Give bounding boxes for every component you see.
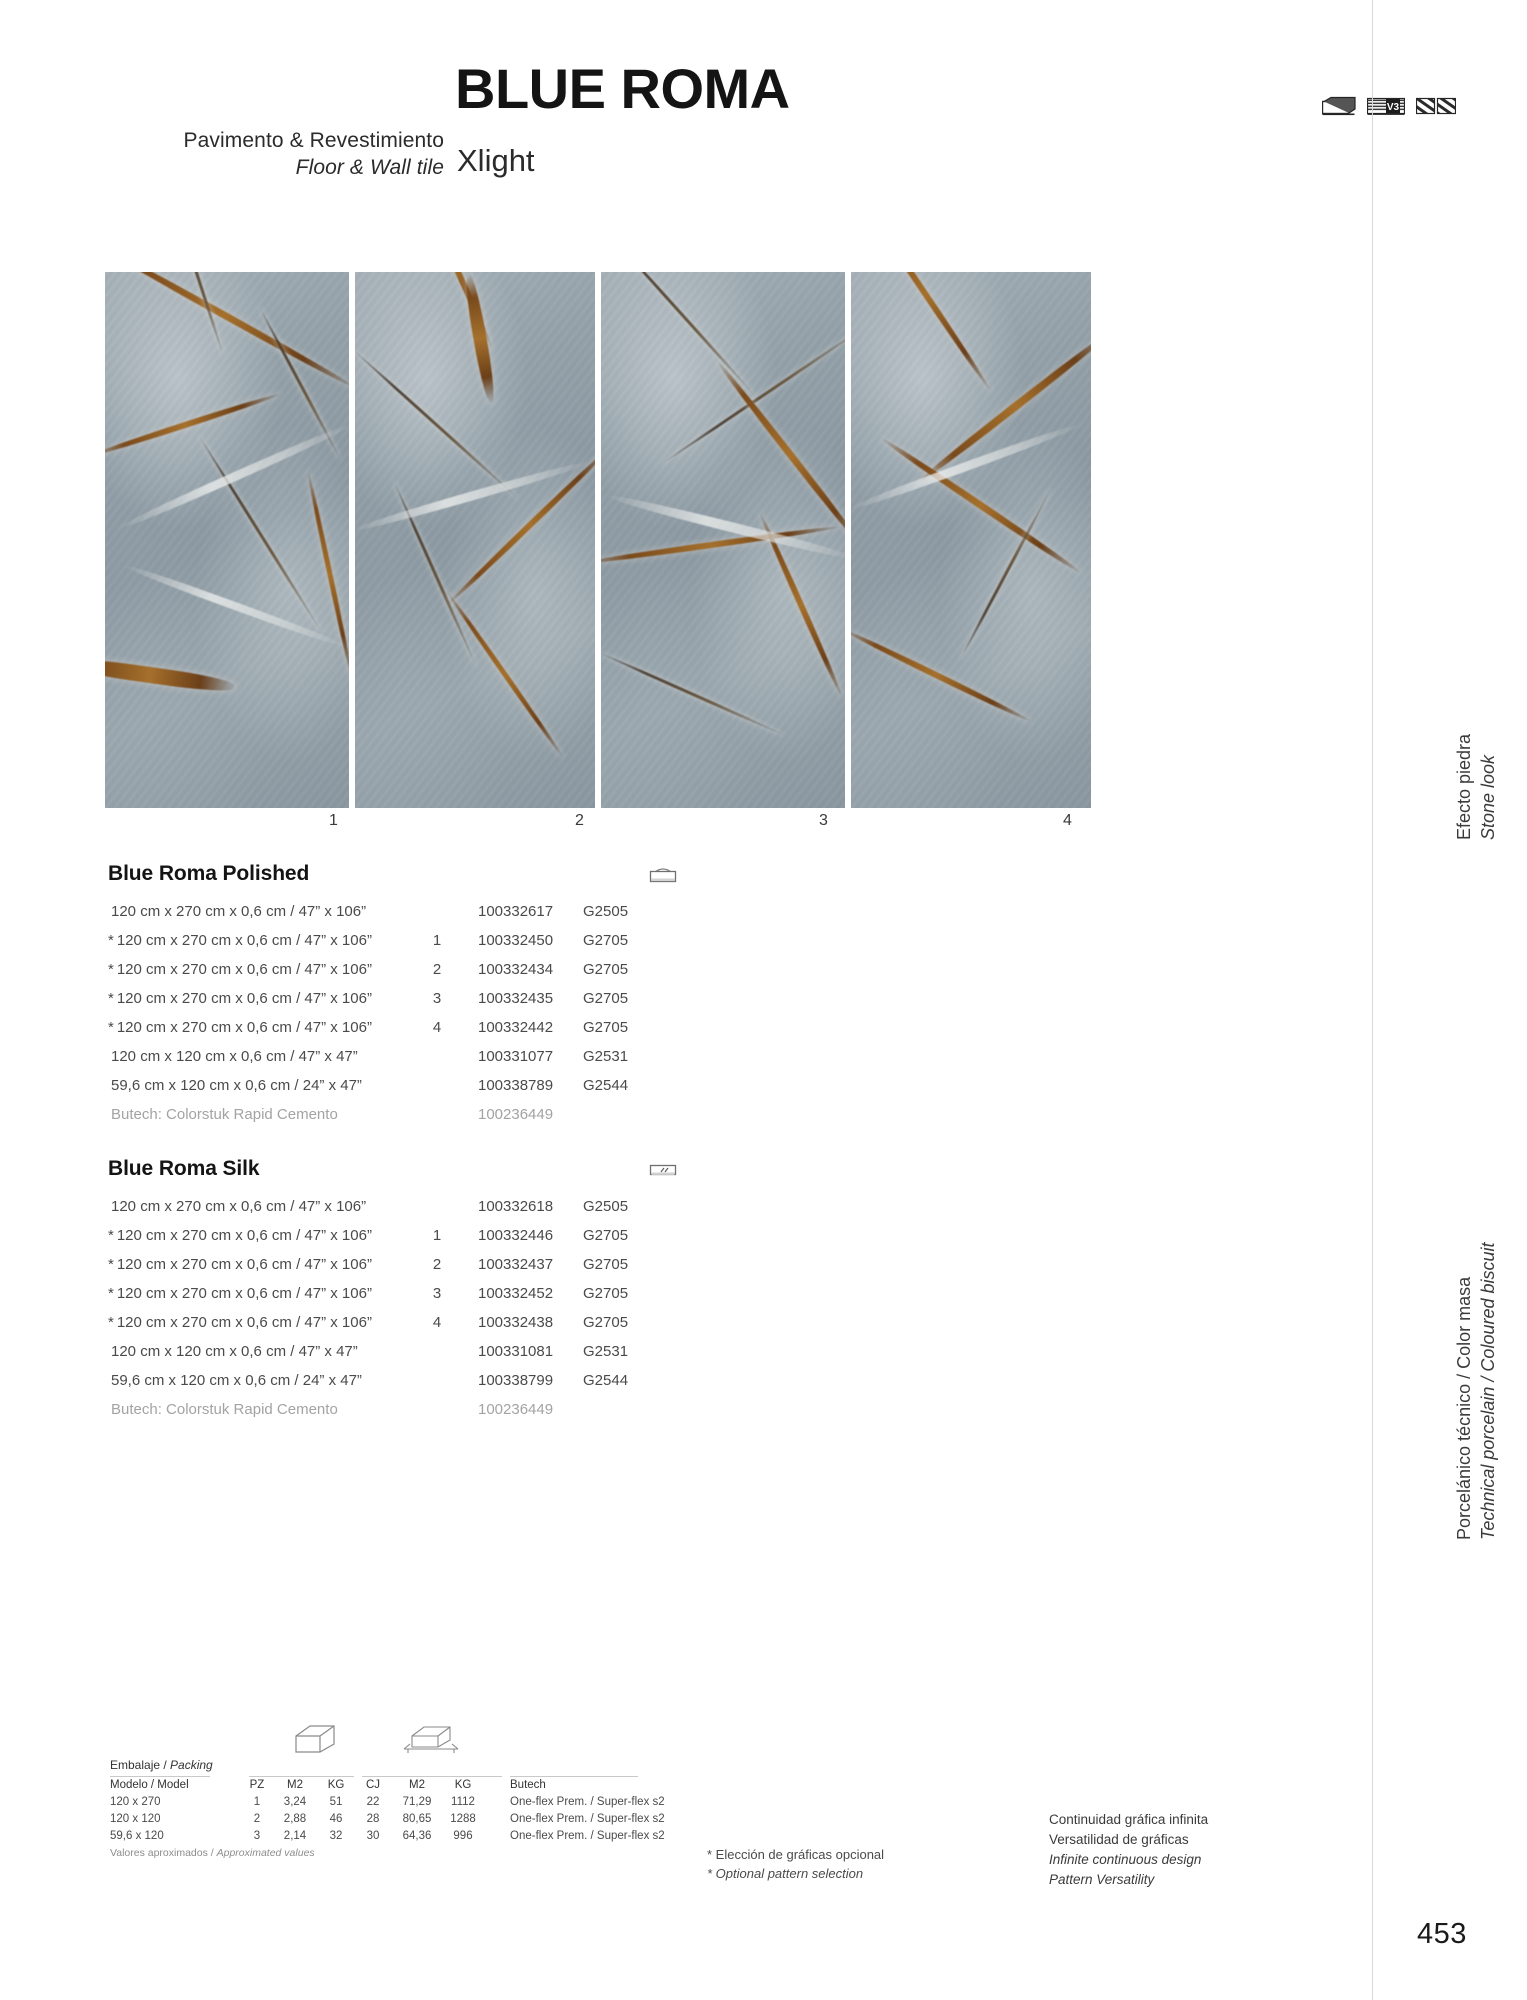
packing-model: 59,6 x 120	[110, 1830, 164, 1842]
col-header-pz: PZ	[249, 1779, 265, 1791]
packing-m2-pallet: 64,36	[402, 1830, 432, 1842]
packing-kg-pallet: 1288	[450, 1813, 476, 1825]
product-rows-silk	[108, 1194, 808, 1426]
table-row[interactable]	[108, 1194, 808, 1223]
table-row-accessory[interactable]	[108, 1397, 808, 1426]
packing-m2-pallet: 71,29	[402, 1796, 432, 1808]
row-code: 100332617	[478, 903, 554, 920]
marble-texture	[851, 272, 1091, 808]
packing-butech: One-flex Prem. / Super-flex s2	[510, 1830, 665, 1842]
row-code: 100236449	[478, 1401, 554, 1418]
footnote-optional-pattern	[707, 1846, 884, 1884]
tile-image-4[interactable]	[851, 272, 1091, 808]
packing-kg: 51	[329, 1796, 343, 1808]
row-reference: G2705	[583, 1256, 629, 1273]
row-reference: G2531	[583, 1048, 629, 1065]
gallery-caption-3: 3	[819, 812, 828, 829]
row-reference: G2705	[583, 990, 629, 1007]
packing-cj: 30	[366, 1830, 380, 1842]
tile-image-2[interactable]	[355, 272, 595, 808]
product-header-polished	[108, 862, 808, 896]
pallet-icon	[402, 1720, 462, 1759]
packing-pz: 1	[253, 1796, 261, 1808]
packing-cj: 28	[366, 1813, 380, 1825]
row-code: 100332438	[478, 1314, 554, 1331]
col-header-cj: CJ	[365, 1779, 381, 1791]
shade-variation-label: V3	[1386, 102, 1400, 113]
table-row[interactable]	[108, 899, 808, 928]
table-row[interactable]	[108, 986, 808, 1015]
product-title-polished: Blue Roma Polished	[108, 862, 310, 885]
product-line-label: Xlight	[457, 143, 535, 178]
packing-row	[110, 1794, 665, 1811]
row-code: 100331081	[478, 1343, 554, 1360]
packing-kg: 32	[329, 1830, 343, 1842]
sidebar-material-en: Technical porcelain / Coloured biscuit	[1478, 1242, 1499, 1540]
polished-finish-icon	[648, 866, 678, 889]
row-pattern-number: 4	[432, 1019, 442, 1036]
row-pattern-number: 3	[432, 990, 442, 1007]
row-size: 120 cm x 120 cm x 0,6 cm / 47” x 47”	[111, 1048, 358, 1065]
sidebar-label-stone-look	[1452, 734, 1501, 840]
row-size: * 120 cm x 270 cm x 0,6 cm / 47” x 106”	[108, 1285, 372, 1302]
subtitle-spanish: Pavimento & Revestimiento	[183, 129, 444, 152]
row-pattern-number: 3	[432, 1285, 442, 1302]
marble-texture	[105, 272, 349, 808]
table-row[interactable]	[108, 928, 808, 957]
tile-gallery-captions	[105, 812, 1115, 836]
sidebar-material-es: Porcelánico técnico / Color masa	[1454, 1276, 1474, 1540]
packing-kg-pallet: 996	[453, 1830, 473, 1842]
packing-column-headers	[110, 1777, 640, 1794]
packing-pz: 2	[253, 1813, 261, 1825]
table-row[interactable]	[108, 957, 808, 986]
packing-m2: 2,14	[283, 1830, 307, 1842]
row-code: 100332442	[478, 1019, 554, 1036]
row-size: * 120 cm x 270 cm x 0,6 cm / 47” x 106”	[108, 990, 372, 1007]
sidebar-label-material	[1452, 1242, 1501, 1540]
table-row[interactable]	[108, 1281, 808, 1310]
row-reference: G2531	[583, 1343, 629, 1360]
tile-thickness-icon	[1322, 96, 1356, 121]
table-row[interactable]	[108, 1310, 808, 1339]
row-code: 100338799	[478, 1372, 554, 1389]
footnote-right-en-1: Infinite continuous design	[1049, 1851, 1202, 1867]
packing-note: Valores aproximados / Approximated values	[110, 1847, 315, 1859]
row-reference: G2705	[583, 932, 629, 949]
gallery-caption-1: 1	[329, 812, 338, 829]
packing-model: 120 x 120	[110, 1813, 161, 1825]
table-row[interactable]	[108, 1339, 808, 1368]
row-code: 100338789	[478, 1077, 554, 1094]
page-header	[0, 0, 1527, 200]
packing-kg: 46	[329, 1813, 343, 1825]
row-size: * 120 cm x 270 cm x 0,6 cm / 47” x 106”	[108, 932, 372, 949]
row-size: 59,6 cm x 120 cm x 0,6 cm / 24” x 47”	[111, 1372, 362, 1389]
header-icon-group	[1322, 96, 1456, 121]
sidebar-stone-look-en: Stone look	[1478, 754, 1499, 840]
row-code: 100332435	[478, 990, 554, 1007]
row-reference: G2705	[583, 1314, 629, 1331]
table-row[interactable]	[108, 1044, 808, 1073]
row-code: 100331077	[478, 1048, 554, 1065]
footnote-right-es-2: Versatilidad de gráficas	[1049, 1831, 1189, 1847]
row-code: 100332446	[478, 1227, 554, 1244]
row-size: Butech: Colorstuk Rapid Cemento	[111, 1401, 338, 1418]
row-code: 100332450	[478, 932, 554, 949]
packing-header	[110, 1750, 640, 1776]
rectified-edge-icon	[1416, 96, 1456, 121]
sidebar-divider	[1372, 0, 1373, 2000]
carton-box-icon	[292, 1722, 338, 1759]
col-header-kg: KG	[327, 1779, 345, 1791]
product-rows-polished	[108, 899, 808, 1131]
table-row[interactable]	[108, 1015, 808, 1044]
tile-gallery	[105, 272, 1115, 808]
col-header-model: Modelo / Model	[110, 1779, 189, 1791]
row-code: 100332437	[478, 1256, 554, 1273]
page-number: 453	[1417, 1918, 1467, 1950]
col-header-m2: M2	[287, 1779, 303, 1791]
packing-row	[110, 1811, 665, 1828]
packing-row	[110, 1828, 665, 1845]
subtitle-english: Floor & Wall tile	[295, 155, 444, 179]
table-row[interactable]	[108, 1252, 808, 1281]
row-size: 59,6 cm x 120 cm x 0,6 cm / 24” x 47”	[111, 1077, 362, 1094]
row-reference: G2544	[583, 1372, 629, 1389]
row-pattern-number: 2	[432, 961, 442, 978]
packing-m2: 2,88	[283, 1813, 307, 1825]
row-pattern-number: 1	[432, 1227, 442, 1244]
table-row[interactable]	[108, 1223, 808, 1252]
row-size: * 120 cm x 270 cm x 0,6 cm / 47” x 106”	[108, 1314, 372, 1331]
col-header-m2-pallet: M2	[409, 1779, 425, 1791]
gallery-caption-2: 2	[575, 812, 584, 829]
row-reference: G2705	[583, 1227, 629, 1244]
row-reference: G2505	[583, 903, 629, 920]
col-header-kg-pallet: KG	[454, 1779, 472, 1791]
product-block-silk	[108, 1157, 808, 1426]
row-reference: G2705	[583, 1019, 629, 1036]
packing-pz: 3	[253, 1830, 261, 1842]
row-code: 100332434	[478, 961, 554, 978]
packing-title: Embalaje / Packing	[110, 1758, 213, 1772]
row-size: * 120 cm x 270 cm x 0,6 cm / 47” x 106”	[108, 1256, 372, 1273]
packing-cj: 22	[366, 1796, 380, 1808]
row-reference: G2544	[583, 1077, 629, 1094]
row-size: 120 cm x 270 cm x 0,6 cm / 47” x 106”	[111, 903, 367, 920]
footnote-right-en-2: Pattern Versatility	[1049, 1871, 1155, 1887]
row-size: Butech: Colorstuk Rapid Cemento	[111, 1106, 338, 1123]
packing-butech: One-flex Prem. / Super-flex s2	[510, 1796, 665, 1808]
row-code: 100236449	[478, 1106, 554, 1123]
tile-image-3[interactable]	[601, 272, 845, 808]
tile-image-1[interactable]	[105, 272, 349, 808]
row-size: * 120 cm x 270 cm x 0,6 cm / 47” x 106”	[108, 1019, 372, 1036]
row-pattern-number: 1	[432, 932, 442, 949]
row-code: 100332618	[478, 1198, 554, 1215]
row-size: 120 cm x 120 cm x 0,6 cm / 47” x 47”	[111, 1343, 358, 1360]
row-pattern-number: 2	[432, 1256, 442, 1273]
row-size: * 120 cm x 270 cm x 0,6 cm / 47” x 106”	[108, 1227, 372, 1244]
table-row-accessory[interactable]	[108, 1102, 808, 1131]
footnote-center-en: * Optional pattern selection	[707, 1865, 864, 1881]
product-header-silk	[108, 1157, 808, 1191]
row-pattern-number: 4	[432, 1314, 442, 1331]
row-size: * 120 cm x 270 cm x 0,6 cm / 47” x 106”	[108, 961, 372, 978]
sidebar-stone-look-es: Efecto piedra	[1454, 733, 1474, 840]
row-code: 100332452	[478, 1285, 554, 1302]
row-size: 120 cm x 270 cm x 0,6 cm / 47” x 106”	[111, 1198, 367, 1215]
gallery-caption-4: 4	[1063, 812, 1072, 829]
footnote-continuity	[1049, 1810, 1208, 1890]
product-title-silk: Blue Roma Silk	[108, 1157, 260, 1180]
col-header-butech: Butech	[510, 1779, 546, 1791]
footnote-center-es: * Elección de gráficas opcional	[707, 1847, 885, 1862]
product-block-polished	[108, 862, 808, 1131]
row-reference: G2705	[583, 961, 629, 978]
silk-finish-icon	[648, 1161, 678, 1184]
packing-model: 120 x 270	[110, 1796, 161, 1808]
packing-m2-pallet: 80,65	[402, 1813, 432, 1825]
header-subtitle	[104, 128, 444, 182]
packing-m2: 3,24	[283, 1796, 307, 1808]
row-reference: G2505	[583, 1198, 629, 1215]
table-row[interactable]	[108, 1073, 808, 1102]
packing-kg-pallet: 1112	[451, 1796, 475, 1808]
footnote-right-es-1: Continuidad gráfica infinita	[1049, 1812, 1209, 1827]
table-row[interactable]	[108, 1368, 808, 1397]
row-reference: G2705	[583, 1285, 629, 1302]
page-title: BLUE ROMA	[455, 57, 790, 120]
packing-butech: One-flex Prem. / Super-flex s2	[510, 1813, 665, 1825]
packing-table	[110, 1750, 665, 1859]
